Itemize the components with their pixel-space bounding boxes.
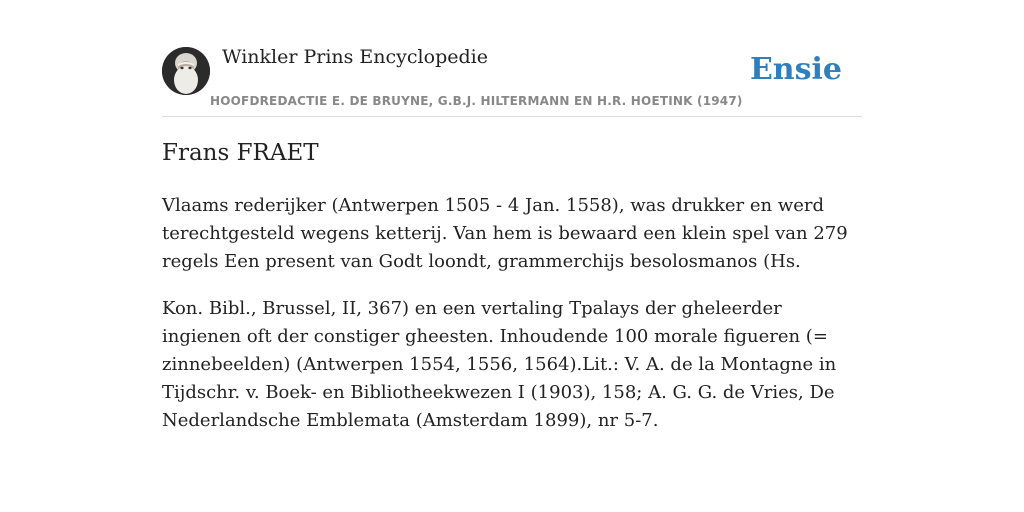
article-body xyxy=(162,192,862,454)
avatar[interactable] xyxy=(162,47,210,95)
article-paragraph: Vlaams rederijker (Antwerpen 1505 - 4 Jan. 1558), was drukker en werd terechtgesteld wegens ketterij. Van hem is bewaard een klein spel van 279 regels Een present van Godt loondt, grammerchijs besolosmanos (Hs. xyxy=(162,195,848,272)
editorial-credits: HOOFDREDACTIE E. DE BRUYNE, G.B.J. HILTERMANN EN H.R. HOETINK (1947) xyxy=(210,94,743,108)
header xyxy=(162,44,862,117)
publication-title[interactable]: Winkler Prins Encyclopedie xyxy=(222,46,488,68)
ensie-logo-link[interactable]: Ensie xyxy=(749,52,842,87)
article-paragraph: Kon. Bibl., Brussel, II, 367) en een vertaling Tpalays der gheleerder ingienen oft der constiger gheesten. Inhoudende 100 morale figueren (= zinnebeelden) (Antwerpen 1554, 1556, 1564).Lit.: V. A. de la Montagne in Tijdschr. v. Boek- en Bibliotheekwezen I (1903), 158; A. G. G. de Vries, De Nederlandsche Emblemata (Amsterdam 1899), nr 5-7. xyxy=(162,298,837,431)
portrait-icon xyxy=(162,47,210,95)
article-title: Frans FRAET xyxy=(162,140,319,166)
